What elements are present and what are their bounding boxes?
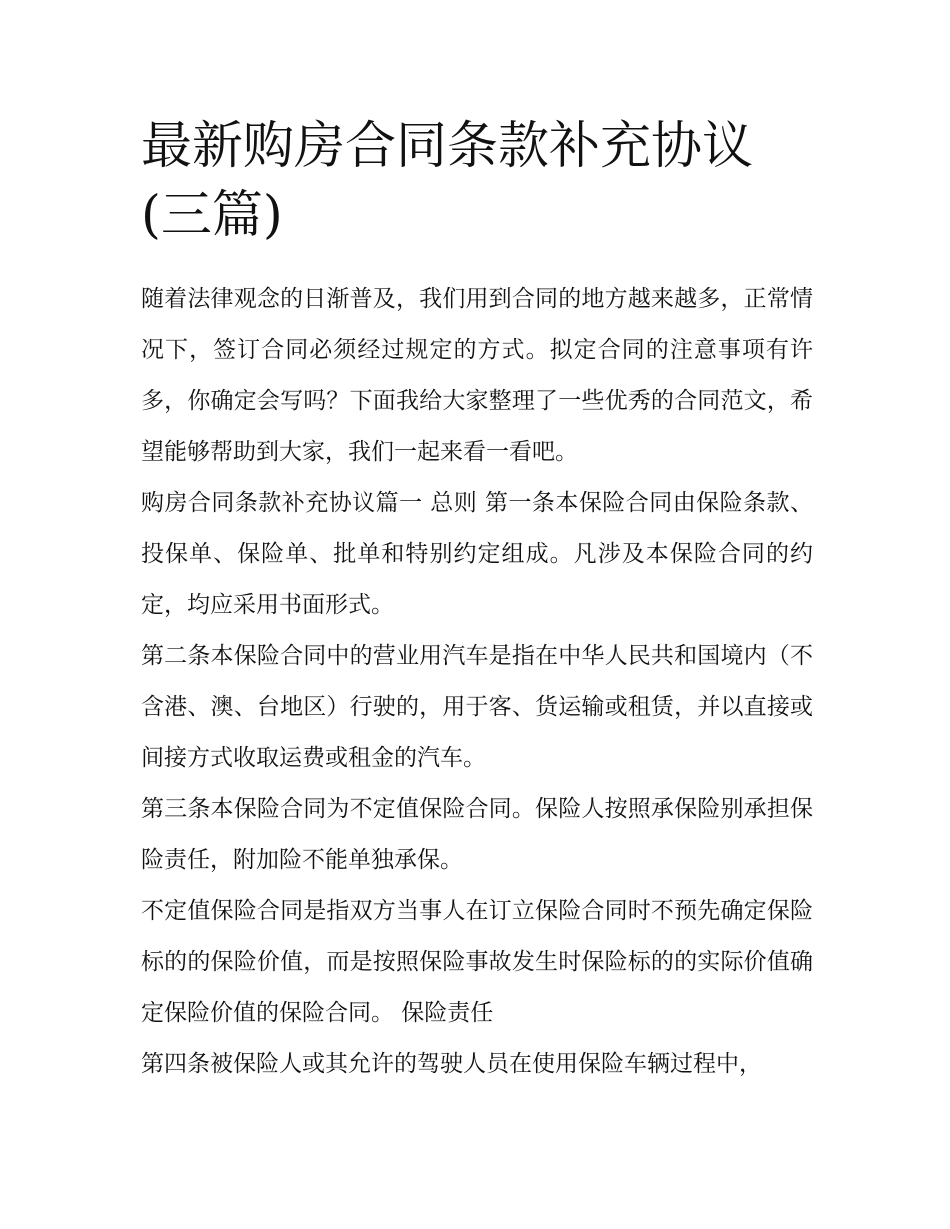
paragraph-intro: 随着法律观念的日渐普及，我们用到合同的地方越来越多，正常情况下，签订合同必须经过规定的方式。拟定合同的注意事项有许多，你确定会写吗？下面我给大家整理了一些优秀的合同范文，希望能够帮助到大家，我们一起来看一看吧。	[141, 286, 813, 465]
document-page	[141, 112, 813, 1090]
document-title: 最新购房合同条款补充协议(三篇)	[141, 117, 754, 245]
paragraph-definition: 不定值保险合同是指双方当事人在订立保险合同时不预先确定保险标的的保险价值，而是按照保险事故发生时保险标的的实际价值确定保险价值的保险合同。 保险责任	[141, 898, 813, 1026]
paragraph-article-1: 购房合同条款补充协议篇一 总则 第一条本保险合同由保险条款、投保单、保险单、批单和特别约定组成。凡涉及本保险合同的约定，均应采用书面形式。	[141, 490, 813, 618]
paragraph-article-4: 第四条被保险人或其允许的驾驶人员在使用保险车辆过程中，	[141, 1051, 762, 1077]
paragraph-article-3: 第三条本保险合同为不定值保险合同。保险人按照承保险别承担保险责任，附加险不能单独承保。	[141, 796, 813, 873]
paragraph-article-2: 第二条本保险合同中的营业用汽车是指在中华人民共和国境内（不含港、澳、台地区）行驶的，用于客、货运输或租赁，并以直接或间接方式收取运费或租金的汽车。	[141, 643, 813, 771]
document-body	[141, 274, 813, 1090]
